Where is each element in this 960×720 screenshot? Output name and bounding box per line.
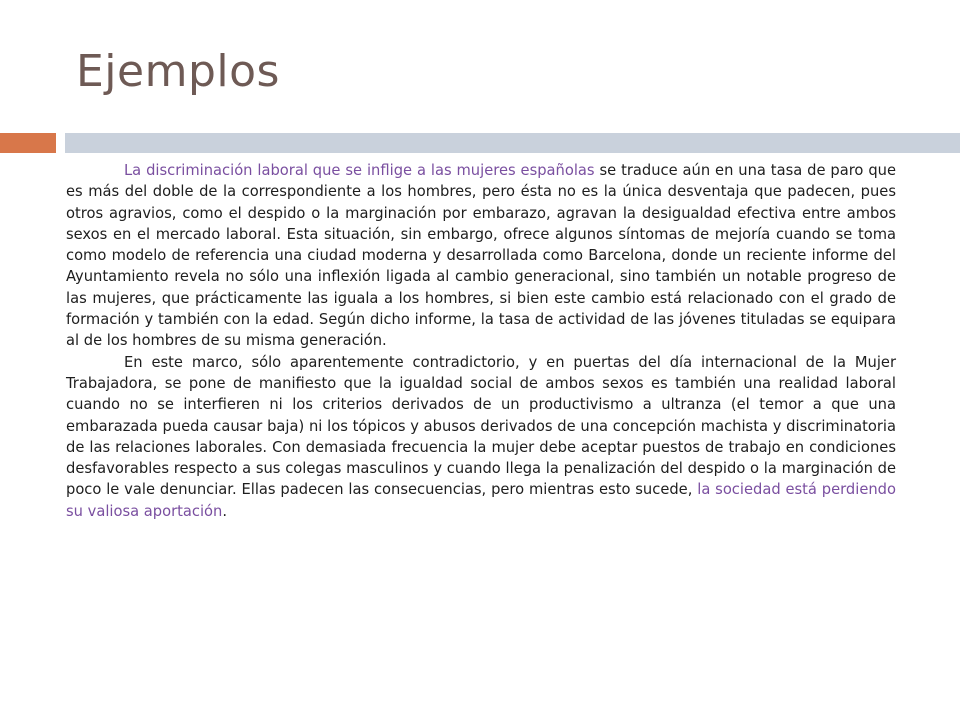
slide-body	[66, 160, 896, 522]
paragraph-2-highlight: la sociedad está perdiendo su valiosa aportación	[66, 481, 896, 520]
accent-bar	[0, 133, 56, 153]
title-rule	[65, 133, 960, 153]
paragraph-1-highlight: La discriminación laboral que se inflige a las mujeres españolas	[124, 162, 595, 179]
paragraph-1	[66, 160, 896, 352]
paragraph-1-text: se traduce aún en una tasa de paro que es más del doble de la correspondiente a los hombres, pero ésta no es la única desventaja que padecen, pues otros agravios, como el despido o la marginación por embarazo, agravan la desigualdad efectiva entre ambos sexos en el mercado laboral. Esta situación, sin embargo, ofrece algunos síntomas de mejoría cuando se toma como modelo de referencia una ciudad moderna y desarrollada como Barcelona, donde un reciente informe del Ayuntamiento revela no sólo una inflexión ligada al cambio generacional, sino también un notable progreso de las mujeres, que prácticamente las iguala a los hombres, si bien este cambio está relacionado con el grado de formación y también con la edad. Según dicho informe, la tasa de actividad de las jóvenes tituladas se equipara al de los hombres de su misma generación.	[66, 162, 896, 350]
paragraph-2	[66, 352, 896, 522]
paragraph-2-end: .	[222, 502, 228, 520]
paragraph-2-text: En este marco, sólo aparentemente contradictorio, y en puertas del día internacional de la Mujer Trabajadora, se pone de manifiesto que la igualdad social de ambos sexos es también una realidad laboral cuando no se interfieren ni los criterios derivados de un productivismo a ultranza (el temor a que una embarazada pueda causar baja) ni los tópicos y abusos derivados de una concepción machista y discriminatoria de las relaciones laborales. Con demasiada frecuencia la mujer debe aceptar puestos de trabajo en condiciones desfavorables respecto a sus colegas masculinos y cuando llega la penalización del despido o la marginación de poco le vale denunciar. Ellas padecen las consecuencias, pero mientras esto sucede,	[66, 353, 896, 499]
slide-title: Ejemplos	[76, 46, 280, 97]
